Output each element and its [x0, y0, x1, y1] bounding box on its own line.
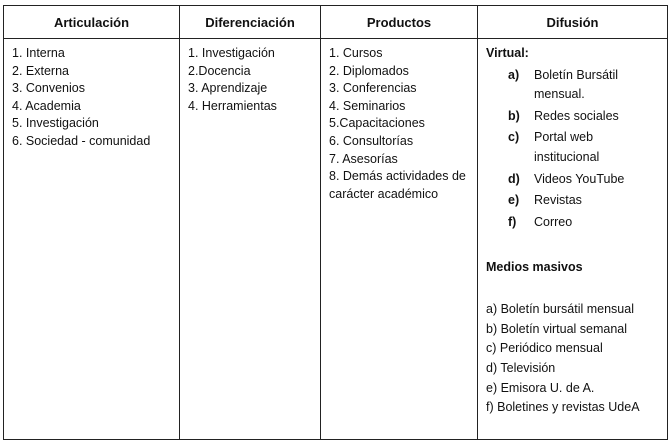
difusion-cell — [478, 39, 668, 440]
list-item: 4. Herramientas — [188, 98, 277, 113]
list-item — [486, 170, 661, 190]
list-item — [486, 107, 661, 127]
list-item: 1. Interna — [12, 46, 65, 60]
list-item: f) Boletines y revistas UdeA — [486, 400, 640, 415]
virtual-title: Virtual: — [486, 46, 529, 60]
item-letter: b) — [508, 108, 520, 123]
productos-list — [329, 45, 471, 203]
item-letter: f) — [508, 215, 517, 230]
item-letter: e) — [508, 193, 520, 208]
list-item: 2. Diplomados — [329, 63, 409, 78]
masivos-title: Medios masivos — [486, 259, 583, 274]
list-item: e) Emisora U. de A. — [486, 380, 595, 395]
list-item: 5. Investigación — [12, 116, 99, 131]
list-item: 3. Aprendizaje — [188, 81, 268, 96]
list-item: c) Periódico mensual — [486, 341, 603, 356]
list-item: b) Boletín virtual semanal — [486, 321, 628, 336]
item-text: Boletín Bursátil mensual. — [534, 67, 619, 102]
list-item: 5.Capacitaciones — [329, 116, 425, 131]
list-item: a) Boletín bursátil mensual — [486, 302, 634, 317]
virtual-list — [486, 66, 661, 233]
list-item — [486, 66, 661, 105]
item-text: Correo — [534, 215, 573, 230]
list-item — [486, 213, 661, 233]
list-item: 4. Seminarios — [329, 98, 406, 113]
header-difusion: Difusión — [478, 6, 668, 39]
item-text: Redes sociales — [534, 108, 619, 123]
articulacion-list — [12, 45, 173, 151]
masivos-list — [486, 300, 661, 418]
list-item: 6. Consultorías — [329, 133, 414, 148]
header-productos: Productos — [321, 6, 478, 39]
header-row — [4, 6, 668, 39]
header-diferenciacion: Diferenciación — [180, 6, 321, 39]
list-item: 7. Asesorías — [329, 151, 398, 166]
header-articulacion: Articulación — [4, 6, 180, 39]
item-text: Portal web institucional — [534, 130, 600, 164]
diferenciacion-cell — [180, 39, 321, 440]
strategy-table — [3, 5, 668, 440]
list-item: 1. Investigación — [188, 46, 275, 60]
list-item: 8. Demás actividades de carácter académico — [329, 169, 466, 201]
list-item: 1. Cursos — [329, 46, 383, 60]
productos-cell — [321, 39, 478, 440]
item-letter: a) — [508, 67, 520, 82]
list-item: d) Televisión — [486, 360, 556, 375]
list-item: 2. Externa — [12, 63, 69, 78]
item-letter: c) — [508, 130, 520, 145]
list-item: 2.Docencia — [188, 63, 251, 78]
item-letter: d) — [508, 171, 520, 186]
articulacion-cell — [4, 39, 180, 440]
list-item: 6. Sociedad - comunidad — [12, 133, 151, 148]
list-item — [486, 191, 661, 211]
list-item: 3. Convenios — [12, 81, 85, 96]
item-text: Revistas — [534, 193, 582, 208]
item-text: Videos YouTube — [534, 171, 625, 186]
diferenciacion-list — [188, 45, 314, 115]
list-item: 4. Academia — [12, 98, 81, 113]
content-row — [4, 39, 668, 440]
list-item — [486, 128, 661, 167]
list-item: 3. Conferencias — [329, 81, 417, 96]
